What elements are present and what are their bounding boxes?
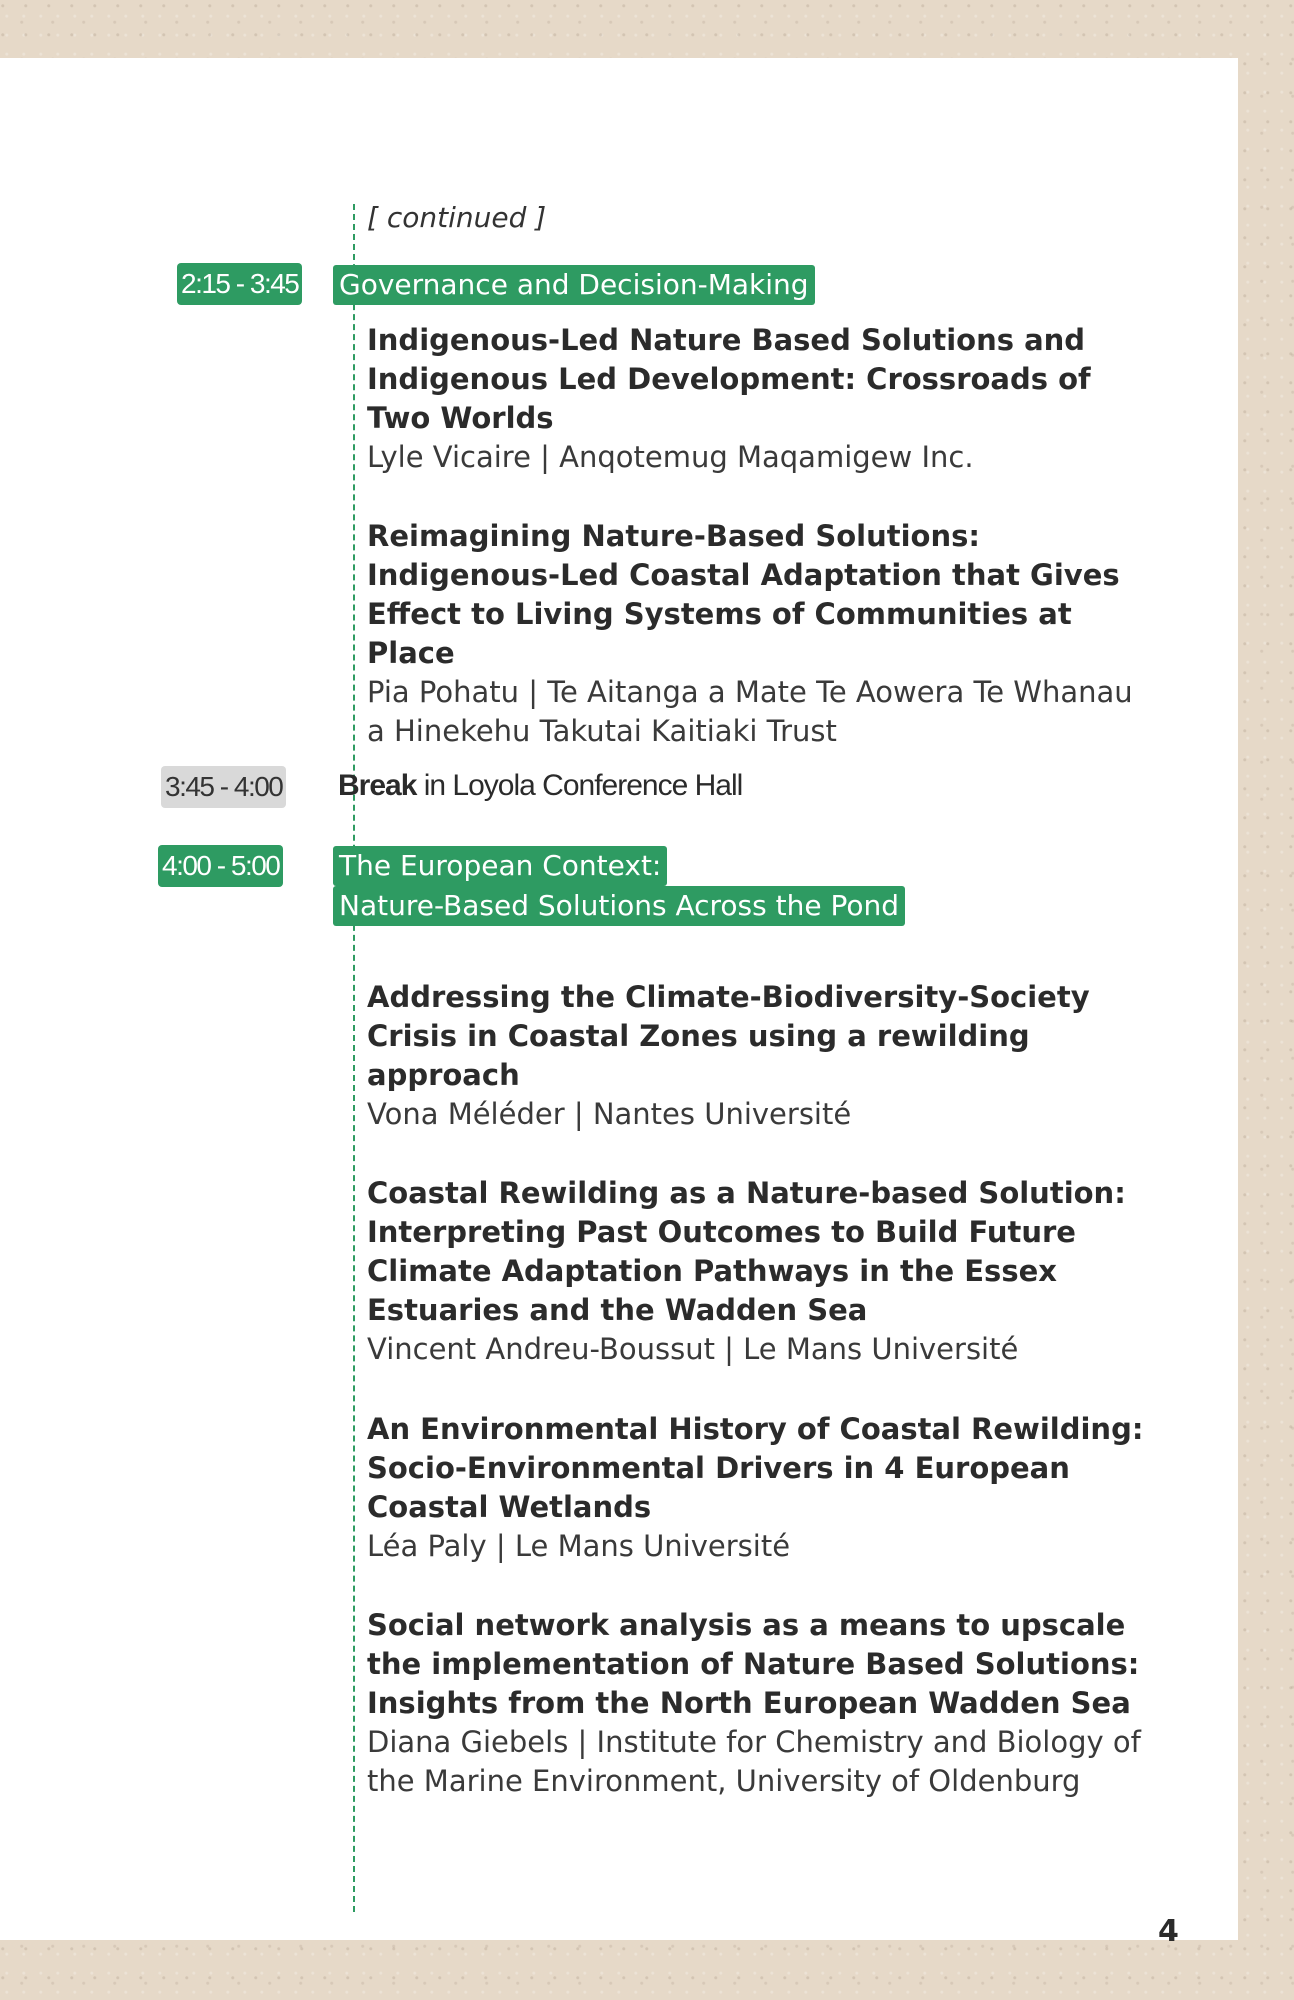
talk-item [367,517,1157,751]
program-page [0,58,1238,1949]
talk-item [367,1410,1157,1566]
talk-speaker: Lyle Vicaire | Anqotemug Maqamigew Inc. [367,440,974,474]
session-title-line: Nature-Based Solutions Across the Pond [333,886,905,926]
talk-title: Addressing the Climate-Biodiversity-Society Crisis in Coastal Zones using a rewilding approach [367,980,1090,1092]
break-location: in Loyola Conference Hall [416,769,743,802]
talk-title: Reimagining Nature-Based Solutions: Indigenous-Led Coastal Adaptation that Gives Effect to Living Systems of Communities at Place [367,519,1120,670]
talk-item [367,1606,1157,1801]
talk-title: Coastal Rewilding as a Nature-based Solution: Interpreting Past Outcomes to Build Future Climate Adaptation Pathways in the Essex Estuaries and the Wadden Sea [367,1176,1126,1327]
talk-speaker: Vincent Andreu-Boussut | Le Mans Université [367,1332,1019,1366]
talk-speaker: Diana Giebels | Institute for Chemistry and Biology of the Marine Environment, University of Oldenburg [367,1725,1141,1798]
timeline-line [353,204,355,1912]
talk-item [367,321,1157,477]
page-number: 4 [1158,1914,1179,1949]
break-time-badge: 3:45 - 4:00 [161,766,286,808]
talk-speaker: Pia Pohatu | Te Aitanga a Mate Te Aowera Te Whanau a Hinekehu Takutai Kaitiaki Trust [367,675,1133,748]
talk-title: An Environmental History of Coastal Rewilding: Socio-Environmental Drivers in 4 European Coastal Wetlands [367,1412,1144,1524]
break-row [338,764,742,808]
session-title-line: Governance and Decision-Making [333,265,815,305]
break-label: Break [338,769,417,802]
talk-title: Indigenous-Led Nature Based Solutions and Indigenous Led Development: Crossroads of Two Worlds [367,323,1091,435]
talk-title: Social network analysis as a means to upscale the implementation of Nature Based Solutions: Insights from the North European Wadden Sea [367,1608,1140,1720]
talk-item [367,978,1157,1134]
session-time-badge: 4:00 - 5:00 [158,845,283,887]
session-title-line: The European Context: [333,846,667,886]
continued-label: [ continued ] [367,201,547,234]
session-time-badge: 2:15 - 3:45 [177,263,302,305]
talk-item [367,1174,1157,1369]
session-title [333,265,815,305]
talk-speaker: Léa Paly | Le Mans Université [367,1529,791,1563]
talk-speaker: Vona Méléder | Nantes Université [367,1097,852,1131]
session-title [333,846,905,926]
